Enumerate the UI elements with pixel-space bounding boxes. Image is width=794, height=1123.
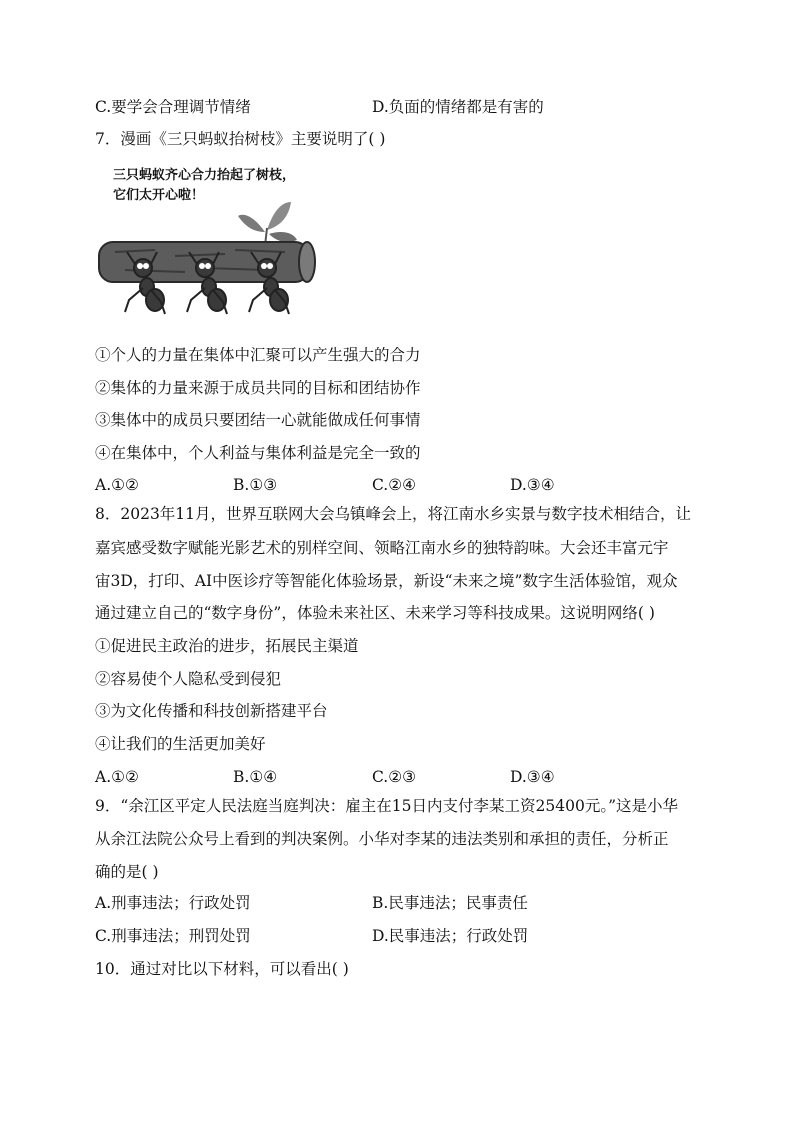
q9-option-d: D.民事违法；行政处罚 — [372, 927, 529, 945]
q8-statement-2: ②容易使个人隐私受到侵犯 — [95, 670, 282, 688]
q8-statement-4: ④让我们的生活更加美好 — [95, 735, 266, 753]
cartoon-caption-line2: 它们太开心啦！ — [113, 188, 205, 203]
q8-option-b: B.①④ — [233, 768, 278, 786]
q8-option-d: D.③④ — [510, 768, 555, 786]
q9-stem-line-2: 从余江法院公众号上看到的判决案例。小华对李某的违法类别和承担的责任，分析正 — [95, 830, 669, 848]
q8-statement-3: ③为文化传播和科技创新搭建平台 — [95, 702, 328, 720]
q8-option-c: C.②③ — [372, 768, 417, 786]
q7-option-b: B.①③ — [233, 476, 278, 494]
q8-stem-line-1: 8．2023年11月，世界互联网大会乌镇峰会上，将江南水乡实景与数字技术相结合，让 — [95, 505, 692, 523]
q7-statement-2: ②集体的力量来源于成员共同的目标和团结协作 — [95, 379, 421, 397]
q7-statement-3: ③集体中的成员只要团结一心就能做成任何事情 — [95, 411, 421, 429]
q6-option-d: D.负面的情绪都是有害的 — [372, 98, 544, 116]
q8-stem-line-4: 通过建立自己的“数字身份”，体验未来社区、未来学习等科技成果。这说明网络( ) — [95, 604, 655, 622]
q10-stem: 10．通过对比以下材料，可以看出( ) — [95, 960, 349, 978]
ants-carrying-branch-illustration — [95, 160, 320, 332]
q8-option-a: A.①② — [95, 768, 139, 786]
q8-stem-line-2: 嘉宾感受数字赋能光影艺术的别样空间、领略江南水乡的独特韵味。大会还丰富元宇 — [95, 539, 669, 557]
q7-statement-1: ①个人的力量在集体中汇聚可以产生强大的合力 — [95, 346, 421, 364]
q7-cartoon — [95, 160, 320, 332]
q9-option-c: C.刑事违法；刑罚处罚 — [95, 927, 251, 945]
q7-option-c: C.②④ — [372, 476, 417, 494]
q9-option-a: A.刑事违法；行政处罚 — [95, 894, 251, 912]
q8-statement-1: ①促进民主政治的进步，拓展民主渠道 — [95, 637, 359, 655]
q7-option-a: A.①② — [95, 476, 139, 494]
q7-stem: 7．漫画《三只蚂蚁抬树枝》主要说明了( ) — [95, 130, 386, 148]
q9-stem-line-3: 确的是( ) — [95, 863, 159, 881]
leaf-icon — [238, 202, 297, 246]
q7-option-d: D.③④ — [510, 476, 555, 494]
q7-statement-4: ④在集体中，个人利益与集体利益是完全一致的 — [95, 444, 421, 462]
q8-stem-line-3: 宙3D，打印、AI中医诊疗等智能化体验场景，新设“未来之境”数字生活体验馆，观众 — [95, 572, 678, 590]
q9-option-b: B.民事违法；民事责任 — [372, 894, 528, 912]
q6-option-c: C.要学会合理调节情绪 — [95, 98, 251, 116]
cartoon-caption-line1: 三只蚂蚁齐心合力抬起了树枝， — [113, 168, 296, 183]
q9-stem-line-1: 9．“余江区平定人民法庭当庭判决：雇主在15日内支付李某工资25400元。”这是小华 — [95, 797, 678, 815]
